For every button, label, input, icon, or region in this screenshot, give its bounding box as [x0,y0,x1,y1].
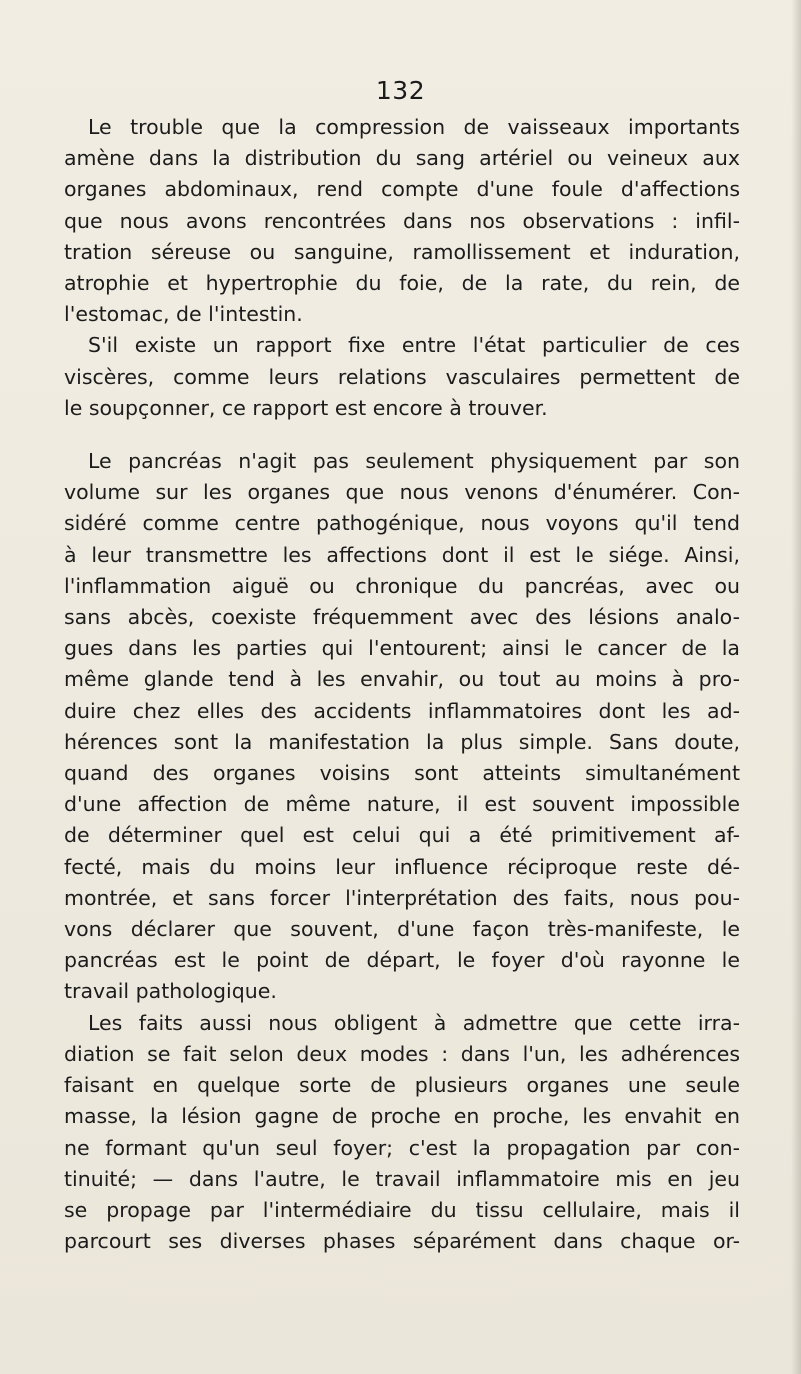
text-line: diation se fait selon deux modes : dans l'un, les adhérences [64,1041,740,1066]
text-line: tinuité; — dans l'autre, le travail inflammatoire mis en jeu [64,1166,740,1191]
text-line: sans abcès, coexiste fréquemment avec des lésions analo- [64,605,740,630]
text-line: que nous avons rencontrées dans nos observations : infil- [64,208,740,233]
body-text [64,112,740,1257]
text-line: Le trouble que la compression de vaisseaux importants [88,115,740,139]
text-line: organes abdominaux, rend compte d'une foule d'affections [64,177,740,202]
text-line: à leur transmettre les affections dont il est le siége. Ainsi, [64,542,740,567]
text-line: Les faits aussi nous obligent à admettre que cette irra- [88,1010,740,1035]
text-line: Le pancréas n'agit pas seulement physiquement par son [88,449,740,474]
text-line: S'il existe un rapport fixe entre l'état particulier de ces [88,333,740,358]
text-line: viscères, comme leurs relations vasculaires permettent de [64,364,740,389]
text-line: duire chez elles des accidents inflammatoires dont les ad- [64,698,740,723]
text-line: même glande tend à les envahir, ou tout au moins à pro- [64,667,740,692]
text-line: gues dans les parties qui l'entourent; ainsi le cancer de la [64,636,740,661]
paragraph-gap [64,424,740,446]
paragraph [64,112,740,330]
text-line: l'estomac, de l'intestin. [64,302,303,327]
text-line: de déterminer quel est celui qui a été primitivement af- [64,823,740,848]
text-line: l'inflammation aiguë ou chronique du pancréas, avec ou [64,573,740,598]
text-line: montrée, et sans forcer l'interprétation des faits, nous pou- [64,885,740,910]
text-line: tration séreuse ou sanguine, ramollissement et induration, [64,239,740,264]
text-line: faisant en quelque sorte de plusieurs organes une seule [64,1073,740,1098]
paragraph [64,1008,740,1258]
text-line: sidéré comme centre pathogénique, nous voyons qu'il tend [64,511,740,536]
text-line: volume sur les organes que nous venons d'énumérer. Con- [64,480,740,505]
text-line: vons déclarer que souvent, d'une façon très-manifeste, le [64,917,740,942]
paragraph [64,446,740,1008]
page-number: 132 [375,76,426,105]
paragraph [64,330,740,424]
text-line: travail pathologique. [64,979,277,1004]
text-line: amène dans la distribution du sang artériel ou veineux aux [64,146,740,171]
text-line: fecté, mais du moins leur influence réciproque reste dé- [64,854,740,879]
text-line: atrophie et hypertrophie du foie, de la rate, du rein, de [64,271,740,296]
text-line: parcourt ses diverses phases séparément dans chaque or- [64,1229,740,1254]
text-line: se propage par l'intermédiaire du tissu cellulaire, mais il [64,1197,740,1222]
text-line: pancréas est le point de départ, le foyer d'où rayonne le [64,948,740,973]
text-line: le soupçonner, ce rapport est encore à trouver. [64,395,548,420]
text-line: hérences sont la manifestation la plus simple. Sans doute, [64,729,740,754]
text-line: masse, la lésion gagne de proche en proche, les envahit en [64,1104,740,1129]
page-edge-shadow [791,0,801,1374]
text-line: quand des organes voisins sont atteints simultanément [64,761,740,786]
text-line: ne formant qu'un seul foyer; c'est la propagation par con- [64,1135,740,1160]
text-line: d'une affection de même nature, il est souvent impossible [64,792,740,817]
